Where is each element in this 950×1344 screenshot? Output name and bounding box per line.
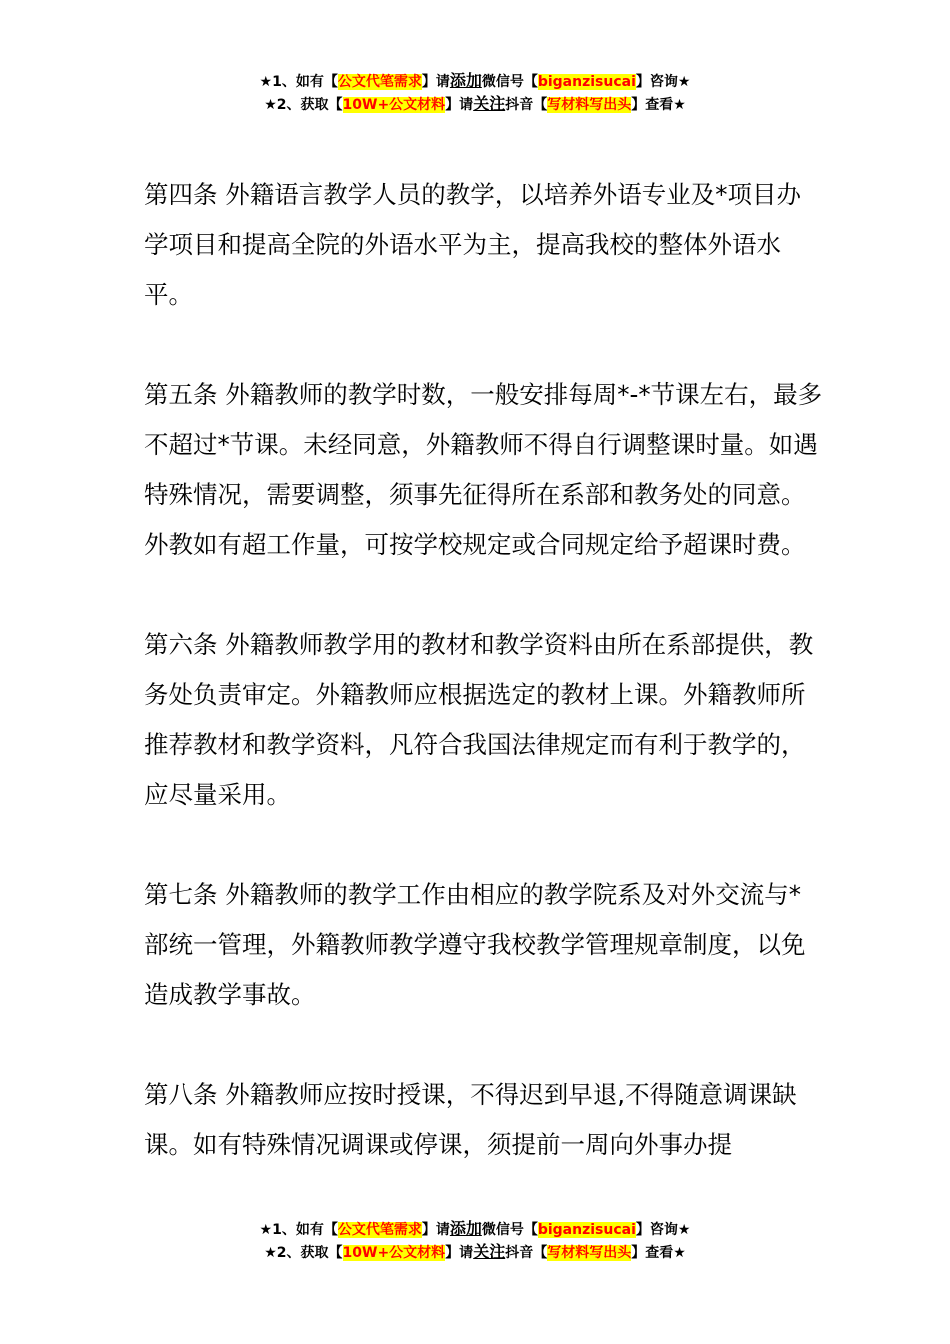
underlined-follow: 关注: [473, 1242, 506, 1261]
highlight-douyin-account: 写材料写出头: [547, 97, 632, 113]
footer-banner: [0, 1218, 950, 1264]
underlined-add: 添加: [449, 1219, 482, 1238]
banner-line-1: [0, 70, 950, 93]
banner-text: ★2、获取【: [264, 97, 343, 113]
highlight-douyin-account: 写材料写出头: [547, 1245, 632, 1261]
highlight-ghostwriting: 公文代笔需求: [337, 74, 422, 90]
banner-line-1: [0, 1218, 950, 1241]
banner-text: 】查看★: [631, 97, 686, 113]
banner-line-2: [0, 93, 950, 116]
banner-text: 抖音【: [505, 1245, 548, 1261]
article-6: 第六条 外籍教师教学用的教材和教学资料由所在系部提供，教务处负责审定。外籍教师应根据选定的教材上课。外籍教师所推荐教材和教学资料，凡符合我国法律规定而有利于教学的，应尽量采用。: [144, 630, 814, 809]
banner-text: 】请: [445, 1245, 474, 1261]
highlight-materials: 10W+公文材料: [342, 1245, 446, 1261]
article-7: 第七条 外籍教师的教学工作由相应的教学院系及对外交流与*部统一管理，外籍教师教学遵守我校教学管理规章制度，以免造成教学事故。: [144, 880, 806, 1009]
article-4: 第四条 外籍语言教学人员的教学，以培养外语专业及*项目办学项目和提高全院的外语水平为主，提高我校的整体外语水平。: [144, 180, 802, 309]
banner-text: 】咨询★: [635, 1222, 691, 1238]
underlined-add: 添加: [449, 71, 482, 90]
banner-text: 】请: [445, 97, 474, 113]
banner-text: 】查看★: [631, 1245, 686, 1261]
article-8: 第八条 外籍教师应按时授课，不得迟到早退,不得随意调课缺课。如有特殊情况调课或停课，须提前一周向外事办提: [144, 1080, 797, 1159]
banner-text: ★1、如有【: [259, 1222, 338, 1238]
highlight-materials: 10W+公文材料: [342, 97, 446, 113]
document-body: [144, 170, 824, 1170]
highlight-wechat-id: biganzisucai: [537, 1222, 636, 1238]
banner-text: 】请: [421, 74, 450, 90]
header-banner: [0, 70, 950, 116]
banner-text: 】请: [421, 1222, 450, 1238]
highlight-ghostwriting: 公文代笔需求: [337, 1222, 422, 1238]
banner-text: ★1、如有【: [259, 74, 338, 90]
banner-line-2: [0, 1241, 950, 1264]
banner-text: 微信号【: [481, 1222, 538, 1238]
banner-text: 】咨询★: [635, 74, 691, 90]
article-5: 第五条 外籍教师的教学时数，一般安排每周*-*节课左右，最多不超过*节课。未经同意，外籍教师不得自行调整课时量。如遇特殊情况，需要调整，须事先征得所在系部和教务处的同意。外教如有超工作量，可按学校规定或合同规定给予超课时费。: [144, 380, 823, 559]
banner-text: ★2、获取【: [264, 1245, 343, 1261]
underlined-follow: 关注: [473, 94, 506, 113]
banner-text: 微信号【: [481, 74, 538, 90]
highlight-wechat-id: biganzisucai: [537, 74, 636, 90]
banner-text: 抖音【: [505, 97, 548, 113]
